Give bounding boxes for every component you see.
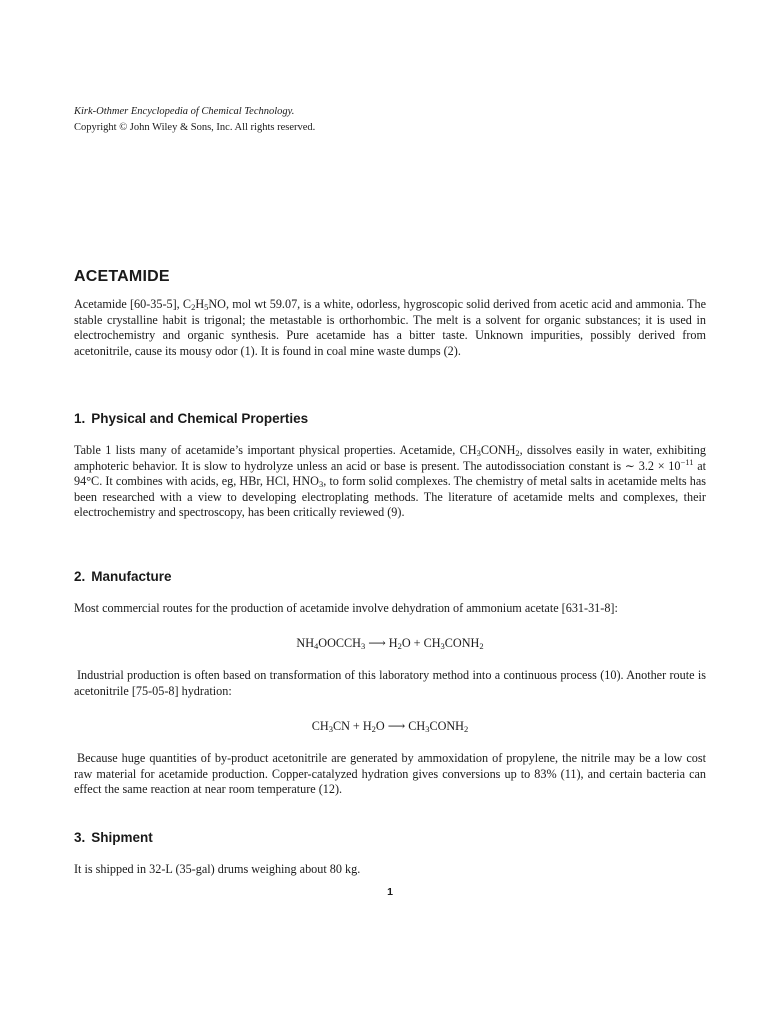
copyright-line: Copyright © John Wiley & Sons, Inc. All rights reserved. bbox=[74, 122, 316, 133]
section-heading-manufacture: 2. Manufacture bbox=[74, 569, 172, 584]
manufacture-paragraph-2: Industrial production is often based on transformation of this laboratory method into a continuous process (10). Another route is acetonitrile [75-05-8] hydration: bbox=[74, 668, 706, 698]
properties-paragraph: Table 1 lists many of acetamide’s important physical properties. Acetamide, $CH_3CONH_2$, dissolves easily in water, exhibiting amphoteric behavior. It is slow to hydrolyze unless an acid or base is present. The autodissociation constant is ∼ $3.2 \times 10^{-11}$ at 94°C. It combines with acids, eg, HBr, HCl, $HNO_3$, to form solid complexes. The chemistry of metal salts in acetamide melts has been researched with a view to developing electroplating methods. The literature of acetamide melts and complexes, their electrochemistry and spectroscopy, has been critically reviewed (9). bbox=[74, 443, 707, 520]
manufacture-paragraph-3: Because huge quantities of by-product acetonitrile are generated by ammoxidation of propylene, the nitrile may be a low cost raw material for acetamide production. Copper-catalyzed hydration gives conversions up to 83% (11), and certain bacteria can effect the same reaction at near room temperature (12). bbox=[74, 751, 706, 797]
shipment-paragraph: It is shipped in 32-L (35-gal) drums weighing about 80 kg. bbox=[74, 862, 361, 876]
article-title: ACETAMIDE bbox=[74, 268, 170, 285]
intro-paragraph: Acetamide [60-35-5], $C_2H_5NO$, mol wt 59.07, is a white, odorless, hygroscopic solid derived from acetic acid and ammonia. The stable crystalline habit is trigonal; the metastable is orthorhombic. The melt is a solvent for organic substances; it is used in electrochemistry and organic synthesis. Pure acetamide has a bitter taste. Unknown impurities, possibly derived from acetonitrile, cause its mousy odor (1). It is found in coal mine waste dumps (2). bbox=[74, 297, 706, 358]
page-number: 1 bbox=[387, 886, 393, 898]
manufacture-paragraph-1: Most commercial routes for the production of acetamide involve dehydration of ammonium acetate [631-31-8]: bbox=[74, 601, 618, 615]
page-header bbox=[74, 104, 315, 136]
journal-name: Kirk-Othmer Encyclopedia of Chemical Technology. bbox=[74, 106, 295, 117]
equation-2: $CH_3CN + H_2O$ ⟶ $CH_3CONH_2$ bbox=[311, 719, 469, 734]
section-heading-properties: 1. Physical and Chemical Properties bbox=[74, 411, 309, 426]
equation-1: $NH_4OOCCH_3$ ⟶ $H_2O$ + $CH_3CONH_2$ bbox=[296, 636, 484, 651]
section-heading-shipment: 3. Shipment bbox=[74, 830, 153, 845]
